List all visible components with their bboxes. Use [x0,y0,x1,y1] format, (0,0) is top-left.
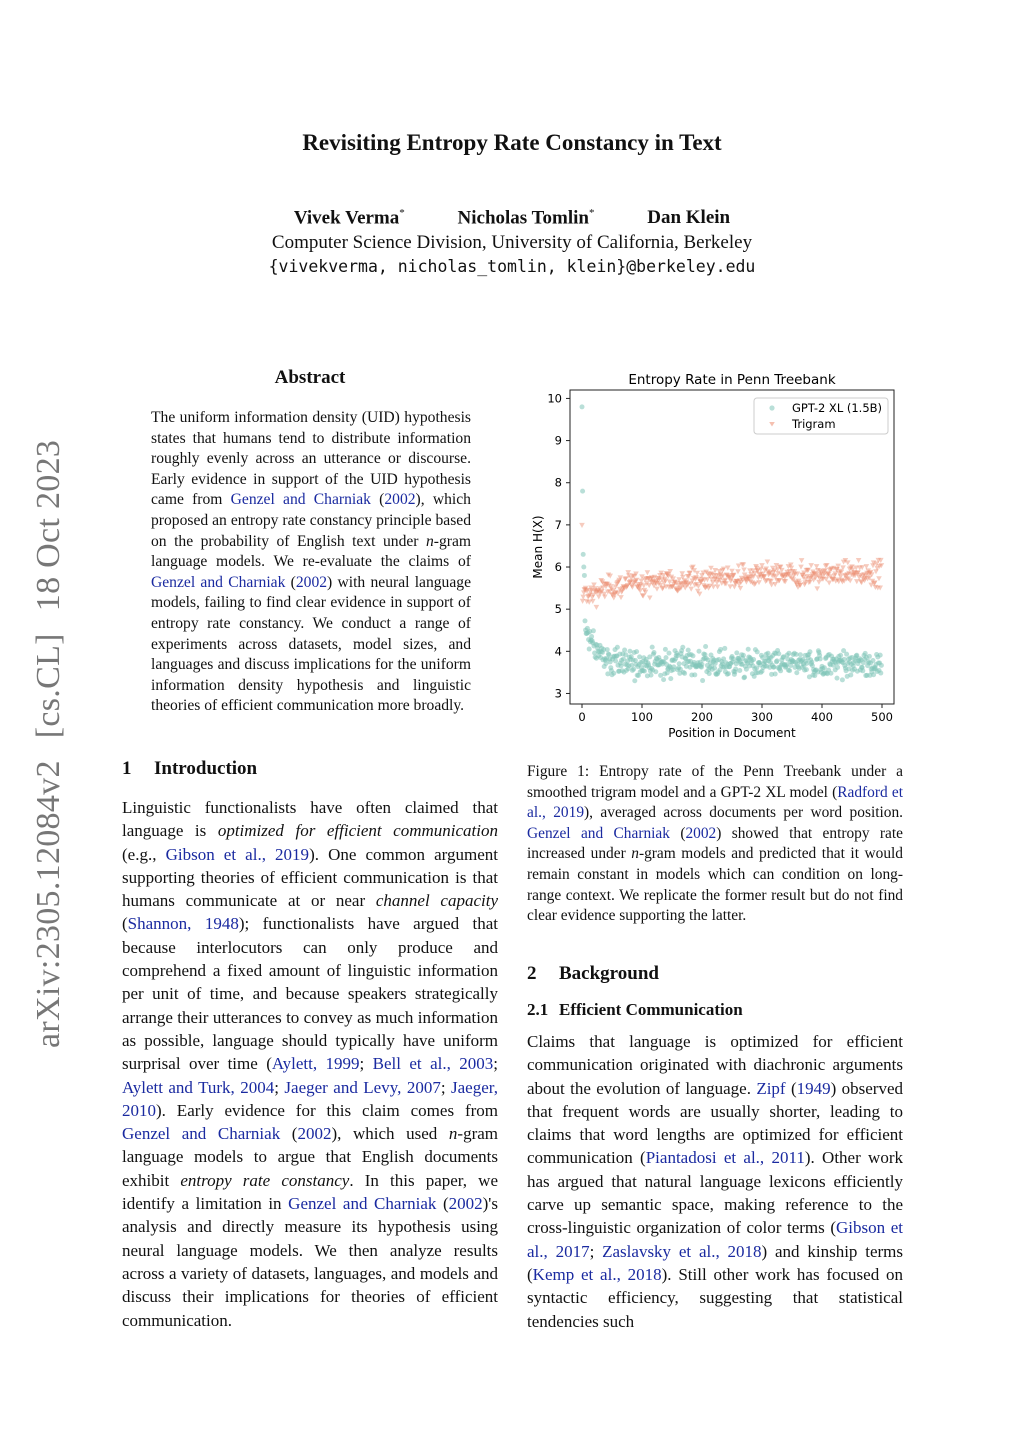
author: Vivek Verma* [293,207,405,229]
data-point-gpt2 [840,677,845,682]
data-point-gpt2 [686,648,691,653]
data-point-gpt2 [737,668,742,673]
data-point-gpt2 [691,653,696,658]
y-tick-label: 6 [554,560,562,575]
data-point-gpt2 [591,628,596,633]
data-point-gpt2 [697,649,702,654]
data-point-gpt2 [804,667,809,672]
data-point-gpt2 [878,671,883,676]
x-tick-label: 400 [811,710,833,724]
data-point-gpt2 [622,647,627,652]
data-point-gpt2 [718,647,723,652]
data-point-trigram [645,570,651,575]
data-point-gpt2 [726,671,731,676]
data-point-gpt2 [649,673,654,678]
data-point-trigram [654,587,660,592]
data-point-trigram [799,558,805,563]
data-point-gpt2 [838,653,843,658]
y-tick-label: 3 [554,686,562,701]
data-point-trigram [640,594,646,599]
data-point-gpt2 [652,650,657,655]
arxiv-sidebar [30,418,68,1048]
section-heading-introduction: 1 Introduction [122,758,258,779]
section-heading-background: 2 Background [527,963,659,984]
x-axis-label: Position in Document [668,726,796,740]
data-point-trigram [732,584,738,589]
y-tick-label: 9 [554,433,562,448]
data-point-gpt2 [878,653,883,658]
data-point-gpt2 [582,573,587,578]
arxiv-category: [cs.CL] [30,633,67,739]
data-point-gpt2 [611,671,616,676]
data-point-gpt2 [661,677,666,682]
x-tick-label: 200 [691,710,713,724]
data-point-gpt2 [751,657,756,662]
figure-caption: Figure 1: Entropy rate of the Penn Treebank under a smoothed trigram model and a GPT-2 XL model (Radford et al., 2019), averaged across documents per word position. Genzel and Charniak (2002) showed that entropy rate increased under n-gram models and predicted that it would remain constant in models which can condition on long-range context. We replicate the former result but do not find clear evidence supporting the latter. [527,763,904,925]
y-tick-label: 5 [554,602,562,617]
data-point-trigram [816,580,822,585]
data-point-gpt2 [692,672,697,677]
data-point-trigram [856,558,862,563]
data-point-gpt2 [663,647,668,652]
y-tick-label: 4 [554,644,562,659]
data-point-trigram [596,594,602,599]
data-point-trigram [618,595,624,600]
data-point-gpt2 [703,644,708,649]
data-point-trigram [630,585,636,590]
data-point-gpt2 [587,647,592,652]
data-point-trigram [594,605,600,610]
data-point-gpt2 [664,655,669,660]
author-emails: {vivekverma, nicholas_tomlin, klein}@berkeley.edu [268,257,756,276]
author: Nicholas Tomlin* [457,207,595,229]
data-point-trigram [688,587,694,592]
data-point-gpt2 [835,665,840,670]
data-point-gpt2 [808,649,813,654]
data-point-gpt2 [615,645,620,650]
abstract-text: The uniform information density (UID) hypothesis states that humans tend to distribute information roughly evenly across an utterance or discourse. Early evidence in support of the UID hypothesis came from Genzel and Charniak (2002), which proposed an entropy rate constancy principle based on the probability of English text under n-gram language models. We re-evaluate the claims of Genzel and Charniak (2002) with neural language models, failing to find clear evidence in support of entropy rate constancy. We conduct a range of experiments across datasets, model sizes, and languages and discuss implications for the uniform information density hypothesis and linguistic theories of efficient communication more broadly. [151,409,471,715]
data-point-gpt2 [844,652,849,657]
background-text: Claims that language is optimized for efficient communication originated with diachronic arguments about the evolution of language. Zipf (1949) observed that frequent words are usually shorter, leading to claims that word lengths are optimized for efficient communication (Piantadosi et al., 2011). Other work has argued that natural language lexicons efficiently carve up semantic space, making reference to the cross-linguistic organization of color terms (Gibson et al., 2017; Zaslavsky et al., 2018) and kinship terms (Kemp et al., 2018). Still other work has focused on syntactic efficiency, suggesting that statistical tendencies such [527,1032,904,1331]
data-point-gpt2 [829,671,834,676]
data-point-gpt2 [628,649,633,654]
data-point-trigram [725,566,731,571]
data-point-trigram [611,595,617,600]
data-point-gpt2 [742,675,747,680]
data-point-trigram [798,565,804,570]
y-tick-label: 8 [554,475,562,490]
data-point-gpt2 [712,666,717,671]
data-point-trigram [602,595,608,600]
subsection-heading-efficient-communication: 2.1 Efficient Communication [527,1000,743,1019]
data-point-trigram [873,569,879,574]
data-point-gpt2 [680,645,685,650]
data-point-trigram [808,563,814,568]
chart-title: Entropy Rate in Penn Treebank [628,372,836,388]
data-point-gpt2 [776,651,781,656]
data-point-trigram [765,560,771,565]
data-point-gpt2 [700,662,705,667]
data-point-gpt2 [583,618,588,623]
data-point-gpt2 [589,634,594,639]
data-point-trigram [579,523,585,528]
data-point-gpt2 [741,653,746,658]
data-point-gpt2 [707,671,712,676]
y-axis-label: Mean H(X) [531,515,545,579]
data-point-gpt2 [860,668,865,673]
data-point-gpt2 [766,651,771,656]
data-point-trigram [697,592,703,597]
data-point-gpt2 [722,646,727,651]
introduction-text: Linguistic functionalists have often claimed that language is optimized for efficient communication (e.g., Gibson et al., 2019). One common argument supporting theories of efficient communication is that humans communicate at or near channel capacity (Shannon, 1948); functionalists have argued that because interlocutors can only produce and comprehend a fixed amount of linguistic information per unit of time, and because speakers strategically arrange their utterances to convey as much information as possible, language should typically have uniform surprisal over time (Aylett, 1999; Bell et al., 2003; Aylett and Turk, 2004; Jaeger and Levy, 2007; Jaeger, 2010). Early evidence for this claim comes from Genzel and Charniak (2002), which used n-gram language models to argue that English documents exhibit entropy rate constancy. In this paper, we identify a limitation in Genzel and Charniak (2002)'s analysis and directly measure its hypothesis using neural language models. We then analyze results across a variety of datasets, languages, and models and discuss their implications for theories of efficient communication. [122,798,499,1330]
data-point-gpt2 [700,678,705,683]
legend-marker-gpt2 [769,405,774,410]
data-point-gpt2 [667,651,672,656]
data-point-gpt2 [775,658,780,663]
data-point-gpt2 [634,649,639,654]
entropy-rate-chart [526,366,906,746]
data-point-gpt2 [642,669,647,674]
data-point-trigram [814,586,820,591]
data-point-gpt2 [653,669,658,674]
data-point-gpt2 [682,671,687,676]
data-point-gpt2 [835,676,840,681]
y-tick-label: 10 [547,391,562,406]
x-tick-label: 100 [631,710,653,724]
data-point-gpt2 [734,650,739,655]
data-point-gpt2 [755,649,760,654]
data-point-trigram [715,585,721,590]
data-point-gpt2 [581,552,586,557]
data-point-trigram [738,586,744,591]
data-point-trigram [694,571,700,576]
data-point-gpt2 [787,668,792,673]
data-point-trigram [864,564,870,569]
data-point-gpt2 [677,661,682,666]
data-point-gpt2 [798,652,803,657]
paper-title: Revisiting Entropy Rate Constancy in Text [302,130,722,155]
data-point-gpt2 [650,645,655,650]
data-point-gpt2 [871,658,876,663]
author-list [0,207,1024,229]
data-point-gpt2 [605,647,610,652]
legend-label-gpt2: GPT-2 XL (1.5B) [792,401,883,415]
affiliation: Computer Science Division, University of California, Berkeley [271,232,753,253]
data-point-gpt2 [581,565,586,570]
arxiv-id: arXiv:2305.12084v2 [30,760,67,1048]
data-point-gpt2 [613,658,618,663]
data-point-gpt2 [746,647,751,652]
data-point-gpt2 [668,676,673,681]
legend-label-trigram: Trigram [792,417,836,431]
data-point-gpt2 [773,671,778,676]
abstract-heading: Abstract [274,367,346,388]
author: Dan Klein [647,207,731,229]
data-point-gpt2 [632,678,637,683]
data-point-trigram [826,581,832,586]
data-point-gpt2 [580,404,585,409]
arxiv-date: 18 Oct 2023 [30,439,67,612]
data-point-gpt2 [631,667,636,672]
data-point-gpt2 [580,489,585,494]
x-tick-label: 500 [871,710,893,724]
data-point-gpt2 [867,654,872,659]
data-point-gpt2 [879,663,884,668]
data-point-gpt2 [818,656,823,661]
data-point-trigram [741,567,747,572]
x-tick-label: 0 [578,710,586,724]
data-point-gpt2 [637,654,642,659]
y-tick-label: 7 [554,517,562,532]
data-point-trigram [637,588,643,593]
data-point-gpt2 [772,665,777,670]
data-point-gpt2 [848,672,853,677]
data-point-trigram [647,595,653,600]
x-tick-label: 300 [751,710,773,724]
data-point-gpt2 [778,668,783,673]
data-point-gpt2 [822,665,827,670]
data-point-gpt2 [794,670,799,675]
